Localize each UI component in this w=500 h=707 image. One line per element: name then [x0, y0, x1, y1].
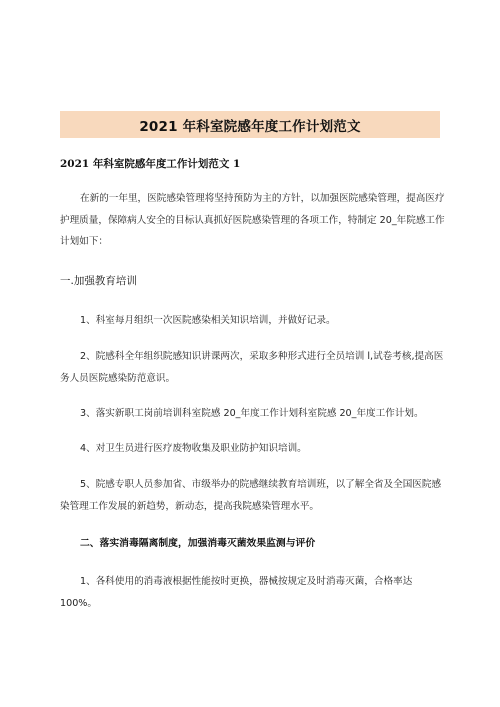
list-item-5: 5、院感专职人员参加省、市级举办的院感继续教育培训班，以了解全省及全国医院感染管理工作发展的新趋势，新动态，提高我院感染管理水平。	[60, 479, 442, 512]
section-1-heading: 一.加强教育培训	[60, 275, 137, 287]
title-banner	[60, 111, 440, 138]
list-item-3: 3、落实新职工岗前培训科室院感 20_年度工作计划科室院感 20_年度工作计划。	[80, 408, 424, 419]
section-2-heading: 二、落实消毒隔离制度，加强消毒灭菌效果监测与评价	[80, 538, 316, 549]
document-title: 2021 年科室院感年度工作计划范文	[139, 118, 361, 135]
document-subtitle: 2021 年科室院感年度工作计划范文 1	[60, 158, 241, 170]
intro-paragraph: 在新的一年里，医院感染管理将坚持预防为主的方针，以加强医院感染管理，提高医疗护理质量，保障病人安全的目标认真抓好医院感染管理的各项工作，特制定 20_年院感工作计划如下：	[60, 193, 445, 247]
list-item-1: 1、科室每月组织一次医院感染相关知识培训，并做好记录。	[80, 315, 336, 326]
list-item-4: 4、对卫生员进行医疗废物收集及职业防护知识培训。	[80, 443, 307, 454]
section-2-item-1: 1、各科使用的消毒液根据性能按时更换，器械按规定及时消毒灭菌，合格率达 100%。	[60, 576, 413, 609]
list-item-2: 2、院感科全年组织院感知识讲课两次，采取多种形式进行全员培训 l,试卷考核,提高医务人员医院感染防范意识。	[60, 351, 444, 384]
